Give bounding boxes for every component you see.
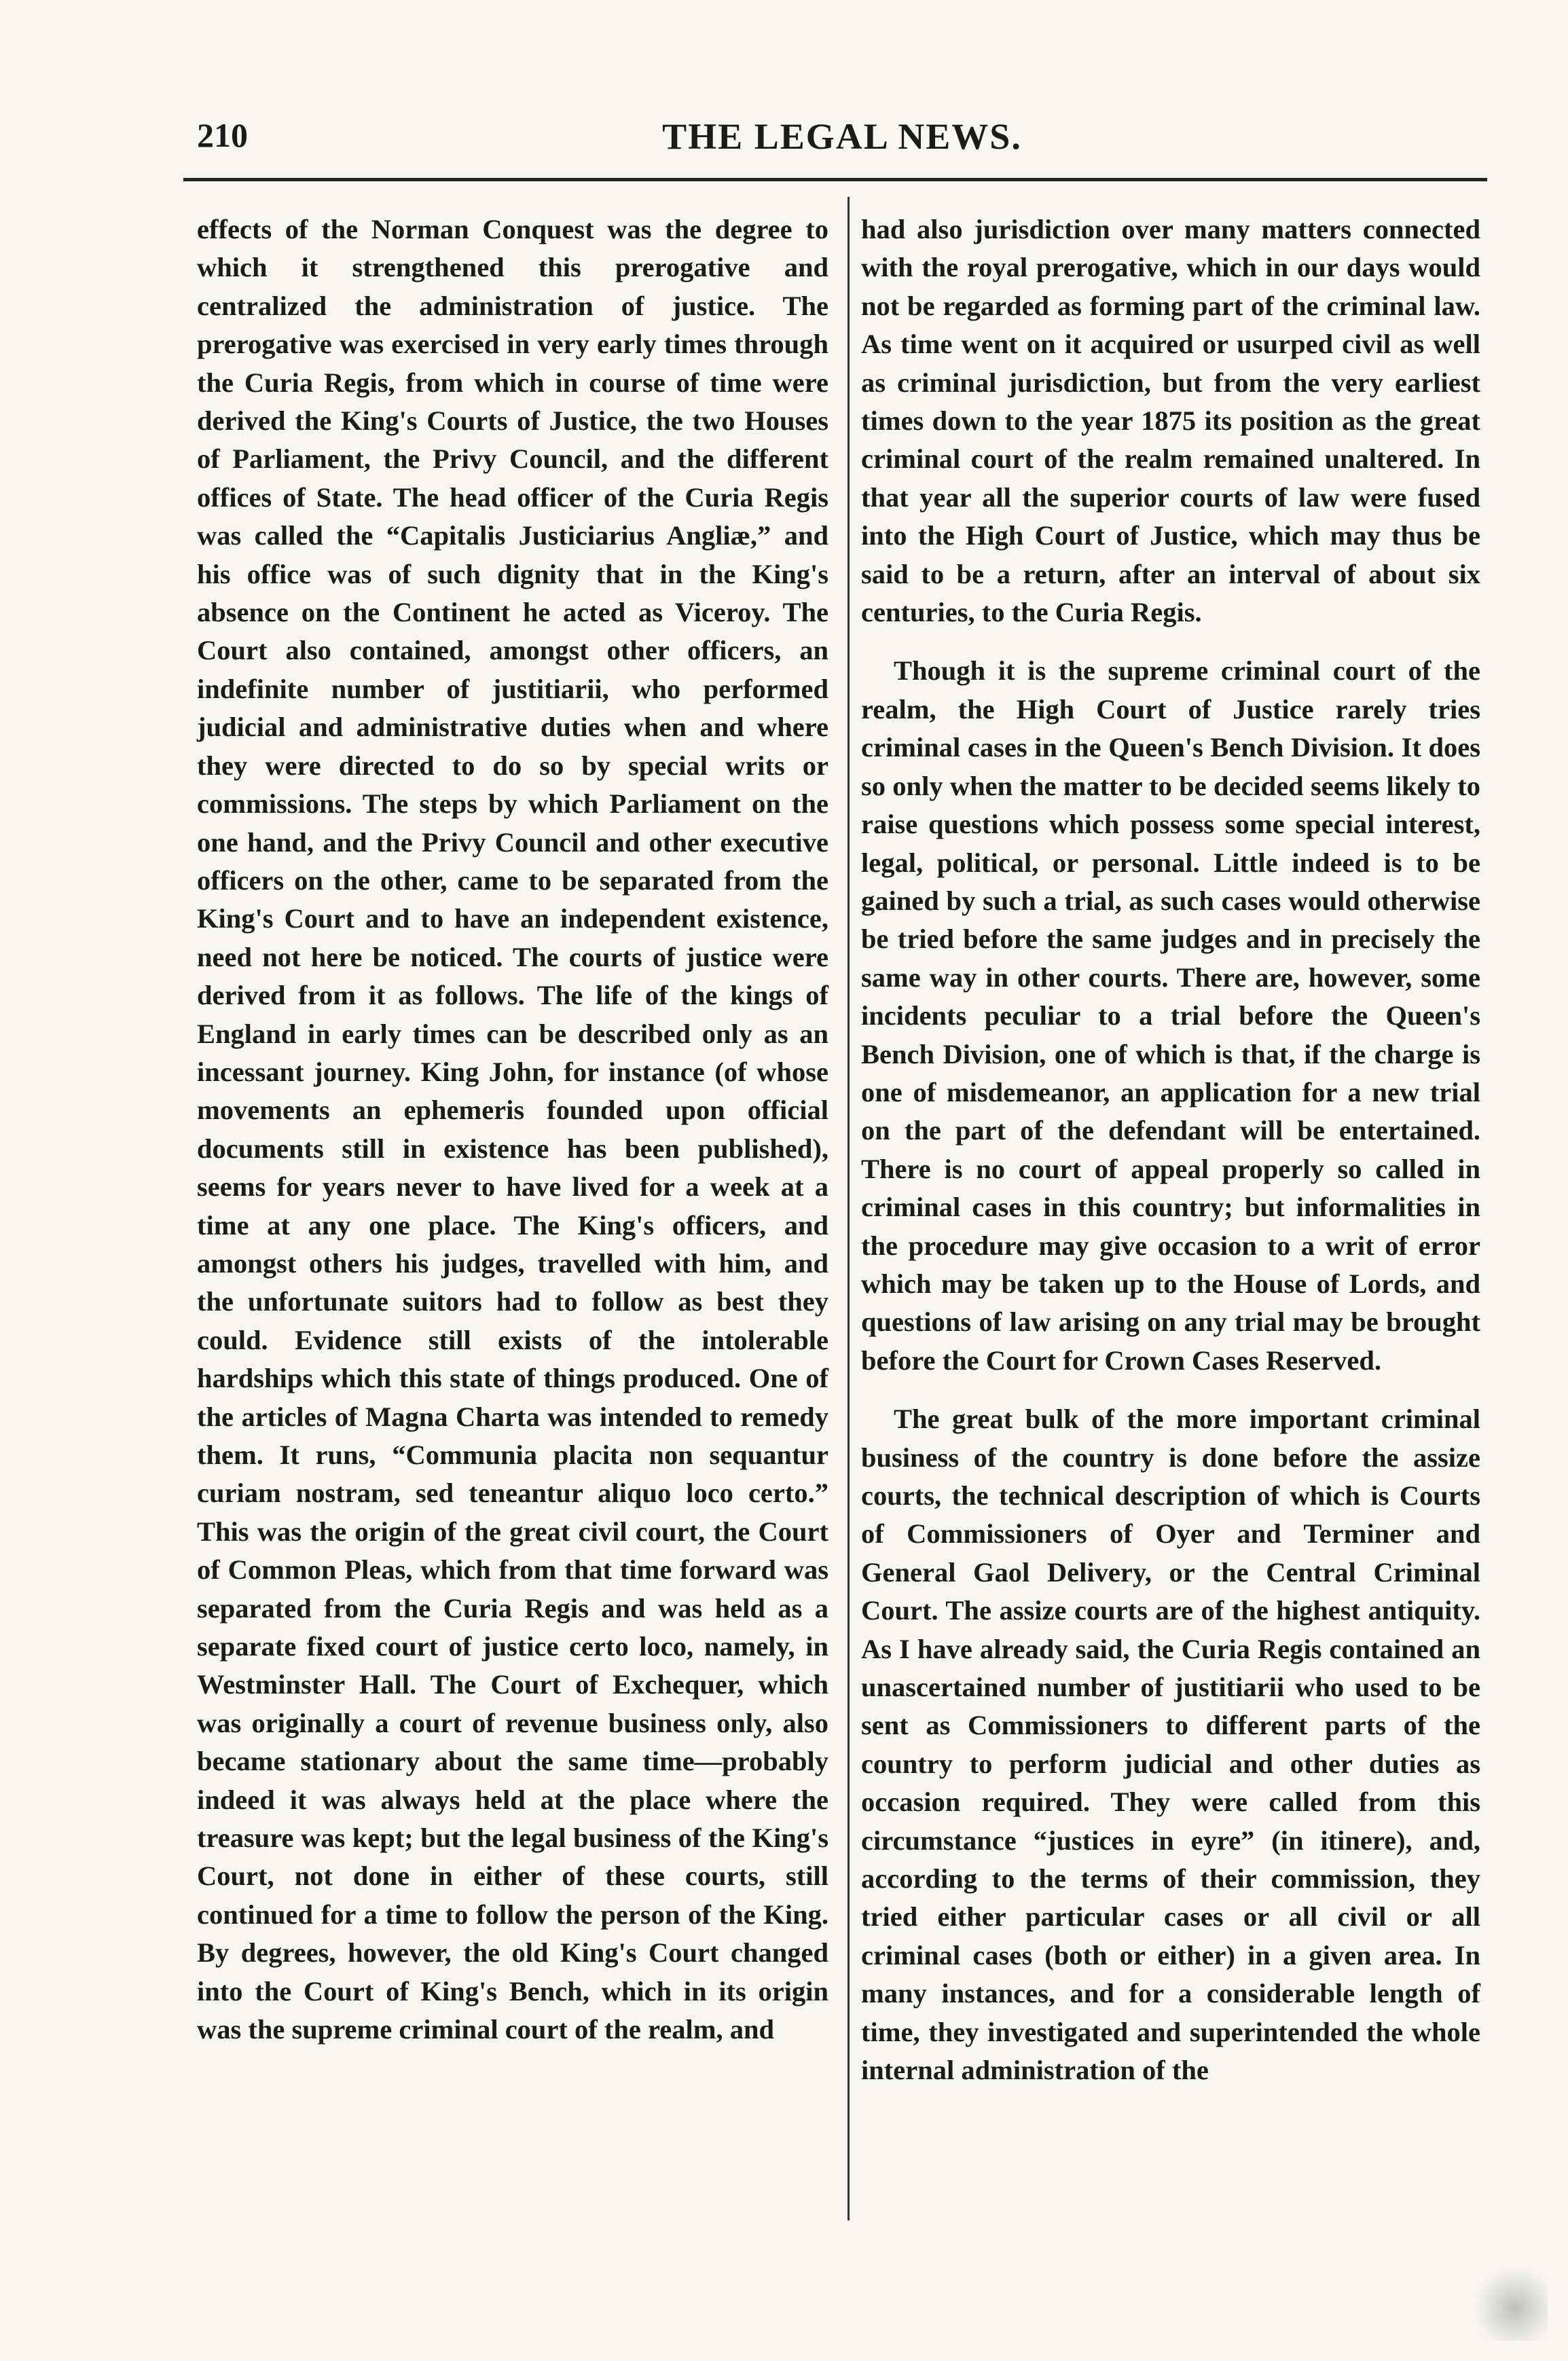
left-column-text: effects of the Norman Conquest was the degree to which it strengthened this prerogative and centralized the administration of justice. The prerogative was exercised in very early times through the Curia Regis, from which in course of time were derived the King's Courts of Justice, the two Houses of Parliament, the Privy Council, and the different offices of State. The head officer of the Curia Regis was called the “Capitalis Justiciarius Angliæ,” and his office was of such dignity that in the King's absence on the Continent he acted as Viceroy. The Court also contained, amongst other officers, an indefinite number of justitiarii, who performed judicial and administrative duties when and where they were directed to do so by special writs or commissions. The steps by which Parliament on the one hand, and the Privy Council and other executive officers on the other, came to be separated from the King's Court and to have an independent existence, need not here be noticed. The courts of justice were derived from it as follows. The life of the kings of England in early times can be described only as an incessant journey. King John, for instance (of whose movements an ephemeris founded upon official documents still in existence has been published), seems for years never to have lived for a week at a time at any one place. The King's officers, and amongst others his judges, travelled with him, and the unfortunate suitors had to follow as best they could. Evidence still exists of the intolerable hardships which this state of things produced. One of the articles of Magna Charta was intended to remedy them. It runs, “Communia placita non sequantur curiam nostram, sed teneantur aliquo loco certo.” This was the origin of the great civil court, the Court of Common Pleas, which from that time forward was separated from the Curia Regis and was held as a separate fixed court of justice certo loco, namely, in Westminster Hall. The Court of Exchequer, which was originally a court of revenue business only, also became stationary about the same time—probably indeed it was always held at the place where the treasure was kept; but the legal business of the King's Court, not done in either of these courts, still continued for a time to follow the person of the King. By degrees, however, the old King's Court changed into the Court of King's Bench, which in its origin was the supreme criminal court of the realm, and bbox=[197, 214, 828, 2045]
right-paragraph-3: The great bulk of the more important criminal business of the country is done before the assize courts, the technical description of which is Courts of Commissioners of Oyer and Terminer and General Gaol Delivery, or the Central Criminal Court. The assize courts are of the highest antiquity. As I have already said, the Curia Regis contained an unascertained number of justitiarii who used to be sent as Commissioners to different parts of the country to perform judicial and other duties as occasion required. They were called from this circumstance “justices in eyre” (in itinere), and, according to the terms of their commission, they tried either particular cases or all civil or all criminal cases (both or either) in a given area. In many instances, and for a considerable length of time, they investigated and superintended the whole internal administration of the bbox=[861, 1404, 1480, 2086]
right-paragraph-1: had also jurisdiction over many matters connected with the royal prerogative, which in our days would not be regarded as forming part of the criminal law. As time went on it acquired or usurped civil as well as criminal jurisdiction, but from the very earliest times down to the year 1875 its position as the great criminal court of the realm remained unaltered. In that year all the superior courts of law were fused into the High Court of Justice, which may thus be said to be a return, after an interval of about six centuries, to the Curia Regis. bbox=[861, 214, 1480, 628]
journal-title: THE LEGAL NEWS. bbox=[662, 116, 1022, 157]
right-paragraph-2: Though it is the supreme criminal court of the realm, the High Court of Justice rarely tries criminal cases in the Queen's Bench Division. It does so only when the matter to be decided seems likely to raise questions which possess some special interest, legal, political, or personal. Little indeed is to be gained by such a trial, as such cases would otherwise be tried before the same judges and in precisely the same way in other courts. There are, however, some incidents peculiar to a trial before the Queen's Bench Division, one of which is that, if the charge is one of misdemeanor, an application for a new trial on the part of the defendant will be entertained. There is no court of appeal properly so called in criminal cases in this country; but informalities in the procedure may give occasion to a writ of error which may be taken up to the House of Lords, and questions of law arising on any trial may be brought before the Court for Crown Cases Reserved. bbox=[861, 655, 1480, 1376]
column-divider bbox=[847, 197, 850, 2220]
left-column bbox=[197, 211, 828, 2049]
header-rule bbox=[183, 178, 1487, 181]
right-column bbox=[861, 211, 1480, 2090]
page-number: 210 bbox=[197, 116, 248, 154]
page-speck-decoration bbox=[1466, 2259, 1548, 2341]
page-header bbox=[197, 115, 1487, 170]
